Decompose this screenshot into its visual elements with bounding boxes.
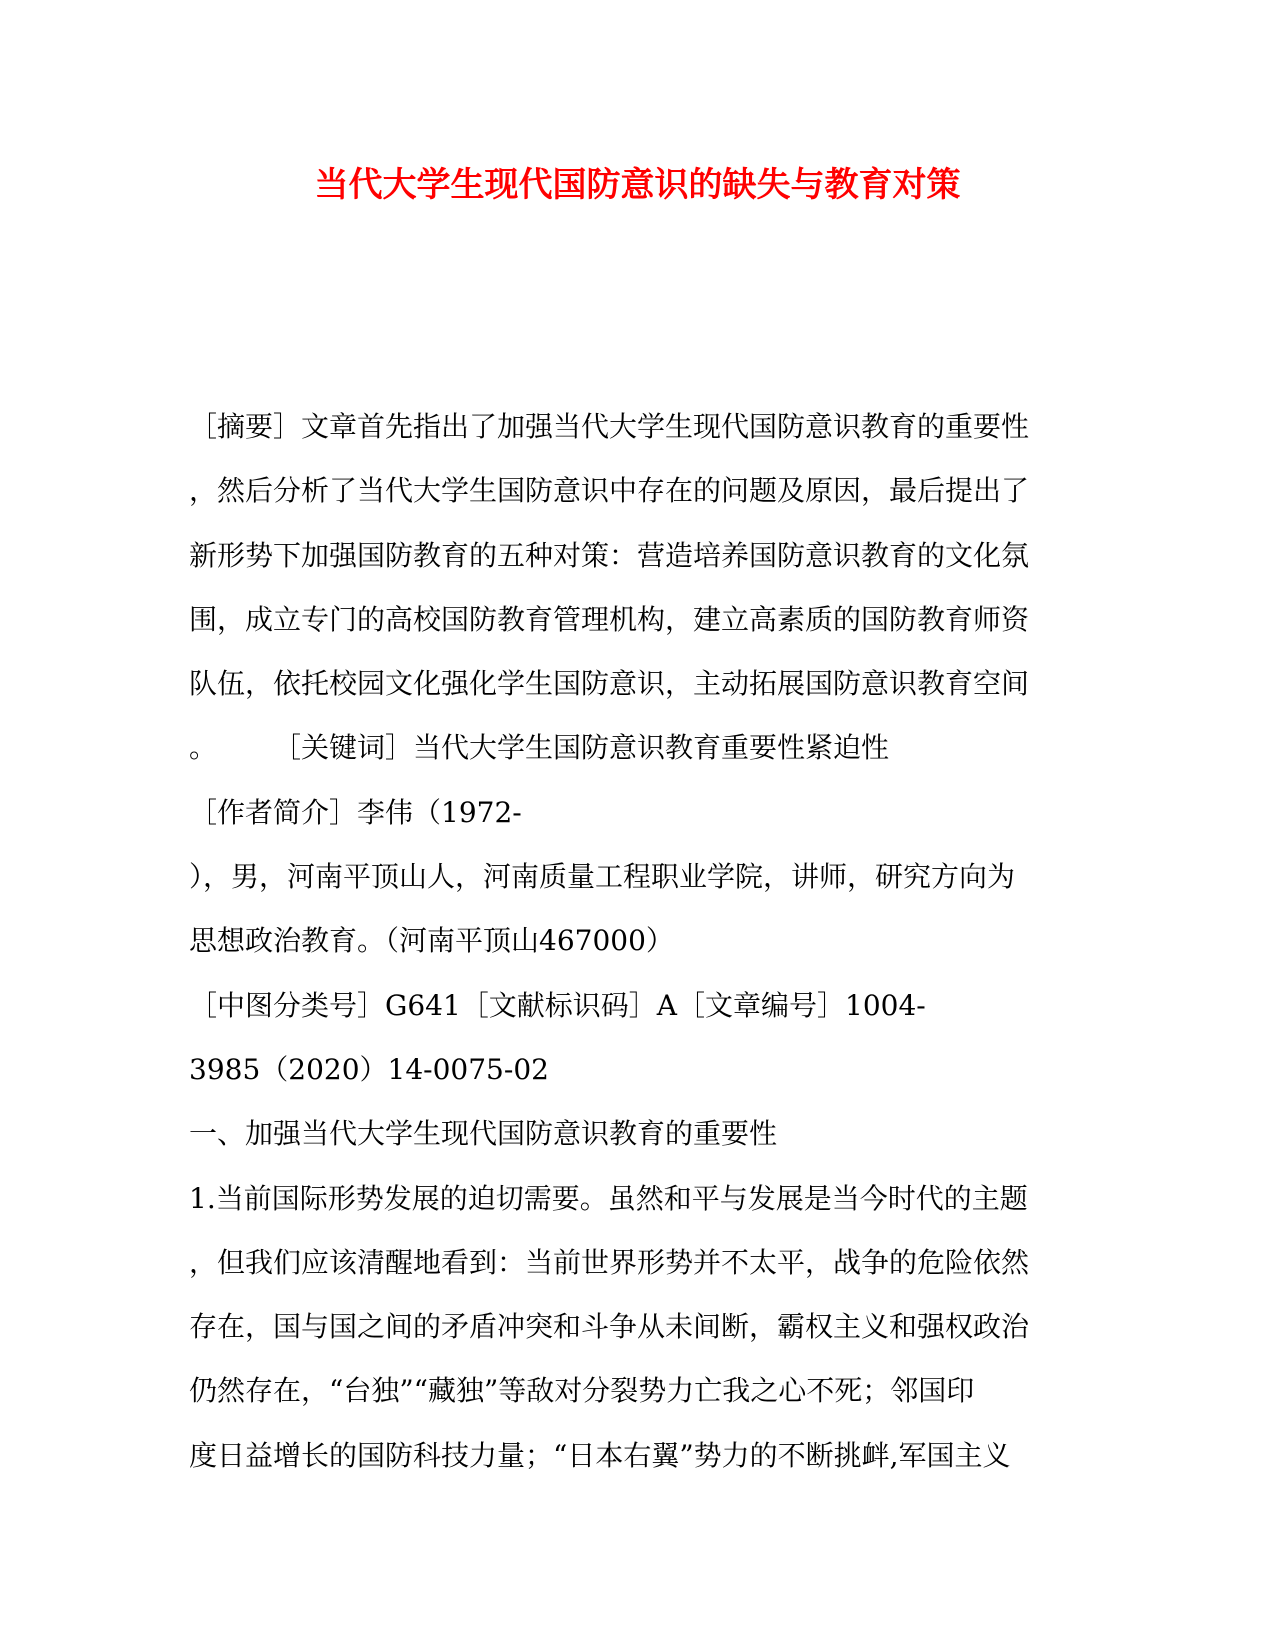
text-line: ［中图分类号］G641［文献标识码］A［文章编号］1004-	[189, 988, 926, 1022]
document-title: 当代大学生现代国防意识的缺失与教育对策	[314, 165, 961, 205]
text-line: 3985（2020）14-0075-02	[189, 1052, 549, 1086]
text-line: 仍然存在，“台独”“藏独”等敌对分裂势力亡我之心不死；邻国印	[189, 1374, 975, 1408]
text-line: 围，成立专门的高校国防教育管理机构，建立高素质的国防教育师资	[189, 602, 1030, 636]
text-line: ），男，河南平顶山人，河南质量工程职业学院，讲师，研究方向为	[189, 860, 1016, 894]
text-line: 度日益增长的国防科技力量；“日本右翼”势力的不断挑衅,军国主义	[189, 1438, 1011, 1472]
text-line: 思想政治教育。（河南平顶山467000）	[189, 924, 674, 958]
document-body	[189, 407, 1089, 1500]
text-line: 存在，国与国之间的矛盾冲突和斗争从未间断，霸权主义和强权政治	[189, 1310, 1030, 1344]
section-heading: 一、加强当代大学生现代国防意识教育的重要性	[189, 1117, 778, 1151]
text-line: 。 ［关键词］当代大学生国防意识教育重要性紧迫性	[189, 731, 890, 765]
text-line: 新形势下加强国防教育的五种对策：营造培养国防意识教育的文化氛	[189, 538, 1030, 572]
text-line: ［作者简介］李伟（1972-	[189, 795, 522, 829]
text-line: 1.当前国际形势发展的迫切需要。虽然和平与发展是当今时代的主题	[189, 1181, 1028, 1215]
text-line: ，然后分析了当代大学生国防意识中存在的问题及原因，最后提出了	[189, 474, 1030, 508]
text-line: 队伍，依托校园文化强化学生国防意识，主动拓展国防意识教育空间	[189, 667, 1030, 701]
text-line: ，但我们应该清醒地看到：当前世界形势并不太平，战争的危险依然	[189, 1245, 1030, 1279]
text-line: ［摘要］文章首先指出了加强当代大学生现代国防意识教育的重要性	[189, 410, 1030, 443]
